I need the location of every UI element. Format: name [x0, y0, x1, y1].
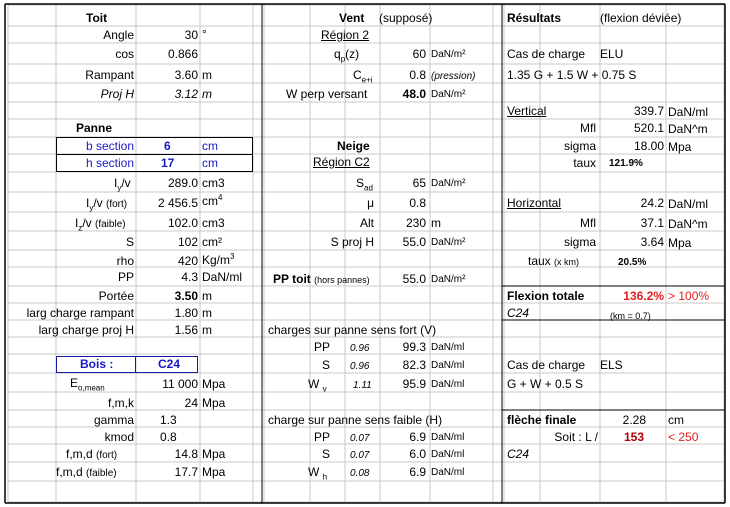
- iyv-fort-value[interactable]: 2 456.5: [157, 196, 198, 210]
- fort-pp-coef: 0.96: [350, 343, 370, 354]
- vent-note: (supposé): [379, 11, 433, 25]
- soit-value[interactable]: 153: [624, 430, 645, 444]
- s-unit: cm²: [202, 235, 222, 249]
- horizontal-taux-label-text: taux: [528, 254, 551, 268]
- resultats-title: Résultats: [507, 11, 562, 25]
- iyv-fort-label: $I_y/v$ (fort): [86, 196, 128, 213]
- bois-value[interactable]: C24: [158, 357, 181, 371]
- iyv-fort-tag: (fort): [106, 199, 128, 210]
- vertical-sigma-value[interactable]: 18.00: [633, 139, 664, 153]
- cas-els-value[interactable]: ELS: [600, 358, 623, 372]
- fmd-faible-label: [56, 465, 117, 481]
- faible-w-coef: 0.08: [350, 468, 370, 479]
- portee-unit: m: [202, 289, 212, 303]
- fmk-label: f,m,k: [108, 396, 134, 410]
- toit-title: Toit: [86, 11, 108, 25]
- fmd-faible-label-text: f,m,d: [56, 465, 83, 479]
- iyv-value[interactable]: 289.0: [167, 176, 198, 190]
- fort-w-label-text: W: [308, 377, 320, 391]
- kmod-value[interactable]: 0.8: [160, 430, 177, 444]
- charges-faible-title: charge sur panne sens faible (H): [268, 413, 443, 427]
- fort-w-unit: DaN/ml: [431, 379, 465, 390]
- larg-proj-unit: m: [202, 323, 212, 337]
- horizontal-unit: DaN/ml: [668, 197, 709, 211]
- fort-s-value[interactable]: 82.3: [402, 358, 426, 372]
- ce-value[interactable]: 0.8: [409, 68, 426, 82]
- b-section-label: b section: [85, 139, 134, 153]
- sproj-unit: DaN/m²: [431, 237, 466, 248]
- faible-pp-coef: 0.07: [350, 433, 370, 444]
- combo-elu: 1.35 G + 1.5 W + 0.75 S: [507, 68, 637, 82]
- cas-elu-value[interactable]: ELU: [600, 47, 624, 61]
- iyv-fort-unit-text: cm: [202, 194, 218, 208]
- b-section-unit: cm: [202, 139, 218, 153]
- fort-s-unit: DaN/ml: [431, 360, 465, 371]
- vertical-taux-value[interactable]: 121.9%: [609, 158, 643, 169]
- larg-rampant-label: larg charge rampant: [26, 306, 134, 320]
- flexion-totale-limit: > 100%: [668, 289, 710, 303]
- soit-label: Soit : L /: [554, 430, 598, 444]
- horizontal-taux-value[interactable]: 20.5%: [618, 257, 647, 268]
- iyv-label: $I_y/v$: [114, 176, 131, 193]
- ce-label: $C_{e+i}$: [353, 68, 373, 85]
- faible-w-label-text: W: [308, 465, 320, 479]
- vertical-sigma-label: sigma: [563, 139, 596, 153]
- s-value[interactable]: 102: [177, 235, 198, 249]
- fmd-faible-tag: (faible): [86, 468, 117, 479]
- fort-w-label: [308, 377, 327, 394]
- wperp-value[interactable]: 48.0: [402, 87, 426, 101]
- e-value[interactable]: 11 000: [162, 377, 198, 391]
- c24-label: C24: [507, 306, 530, 320]
- pptoit-unit: DaN/m²: [431, 274, 466, 285]
- fort-w-sub: v: [322, 384, 327, 394]
- sad-unit: DaN/m²: [431, 178, 466, 189]
- fmd-faible-value[interactable]: 17.7: [174, 465, 198, 479]
- fmd-fort-tag: (fort): [96, 450, 118, 461]
- kmod-label: kmod: [104, 430, 134, 444]
- fort-s-label: S: [321, 358, 330, 372]
- projh-label: Proj H: [100, 87, 134, 101]
- section-box-divider: [56, 154, 253, 155]
- horizontal-mfl-label: Mfl: [580, 216, 596, 230]
- faible-w-unit: DaN/ml: [431, 467, 465, 478]
- faible-w-label: [308, 465, 328, 482]
- pp-value[interactable]: 4.3: [181, 270, 198, 284]
- h-section-label: h section: [85, 156, 134, 170]
- qp-label: $q_p(z)$: [334, 47, 360, 64]
- gamma-label: gamma: [93, 413, 134, 427]
- flexion-totale-value[interactable]: 136.2%: [623, 289, 664, 303]
- qp-value[interactable]: 60: [412, 47, 426, 61]
- flexion-totale-label: Flexion totale: [507, 289, 585, 303]
- bois-box-divider: [135, 356, 136, 373]
- horizontal-sigma-unit: Mpa: [668, 236, 692, 250]
- soit-limit: < 250: [668, 430, 699, 444]
- vertical-mfl-value[interactable]: 520.1: [633, 121, 664, 135]
- sad-label: $S_{ad}$: [356, 176, 373, 193]
- rampant-value[interactable]: 3.60: [174, 68, 198, 82]
- charges-fort-title: charges sur panne sens fort (V): [268, 323, 437, 337]
- fort-pp-unit: DaN/ml: [431, 342, 465, 353]
- angle-value[interactable]: 30: [184, 28, 198, 42]
- fmd-fort-value[interactable]: 14.8: [174, 447, 198, 461]
- fleche-finale-unit: cm: [668, 413, 684, 427]
- rampant-label: Rampant: [85, 68, 134, 82]
- pptoit-label: [273, 272, 370, 287]
- fort-w-coef: 1.11: [353, 380, 372, 391]
- faible-s-coef: 0.07: [350, 450, 370, 461]
- horizontal-mfl-value[interactable]: 37.1: [640, 216, 664, 230]
- pp-unit: DaN/ml: [202, 270, 243, 284]
- s-label: S: [125, 235, 134, 249]
- h-section-unit: cm: [202, 156, 218, 170]
- fmk-unit: Mpa: [202, 396, 226, 410]
- angle-unit: °: [202, 27, 207, 41]
- e-label: [70, 376, 105, 393]
- faible-pp-value[interactable]: 6.9: [409, 430, 426, 444]
- fort-w-value[interactable]: 95.9: [402, 377, 426, 391]
- bois-label: Bois :: [80, 357, 114, 371]
- larg-proj-value[interactable]: 1.56: [174, 323, 198, 337]
- larg-rampant-unit: m: [202, 306, 212, 320]
- iyv-unit: cm3: [202, 176, 225, 190]
- e-label-sub: o,mean: [78, 383, 105, 393]
- cas-elu-label: Cas de charge: [507, 47, 586, 61]
- fort-pp-label: PP: [313, 340, 330, 354]
- izv-unit: cm3: [202, 216, 225, 230]
- neige-region: Région C2: [313, 155, 370, 169]
- vertical-mfl-unit: DaN^m: [668, 122, 708, 136]
- pptoit-value[interactable]: 55.0: [402, 272, 426, 286]
- portee-label: Portée: [98, 289, 134, 303]
- alt-value[interactable]: 230: [405, 216, 426, 230]
- km-note: (km = 0.7): [610, 311, 651, 321]
- vertical-taux-label: taux: [573, 156, 596, 170]
- larg-proj-label: larg charge proj H: [38, 323, 134, 337]
- alt-unit: m: [431, 216, 441, 230]
- e-label-text: E: [70, 376, 79, 390]
- fort-s-coef: 0.96: [350, 361, 370, 372]
- qp-unit: DaN/m²: [431, 49, 466, 60]
- mu-value[interactable]: 0.8: [409, 196, 426, 210]
- larg-rampant-value[interactable]: 1.80: [174, 306, 198, 320]
- faible-pp-label: PP: [313, 430, 330, 444]
- horizontal-sigma-label: sigma: [563, 235, 596, 249]
- sproj-label: S proj H: [330, 235, 374, 249]
- combo-els: G + W + 0.5 S: [507, 377, 584, 391]
- fmk-value[interactable]: 24: [184, 396, 198, 410]
- fmd-fort-unit: Mpa: [202, 447, 226, 461]
- c24-bottom-label: C24: [507, 447, 530, 461]
- faible-w-value[interactable]: 6.9: [409, 465, 426, 479]
- alt-label: Alt: [359, 216, 374, 230]
- cos-label: cos: [115, 47, 134, 61]
- portee-value[interactable]: 3.50: [174, 289, 198, 303]
- b-section-value[interactable]: 6: [164, 139, 171, 153]
- pptoit-label-text: PP toit: [273, 272, 311, 286]
- izv-tag: (faible): [95, 219, 126, 230]
- wperp-unit: DaN/m²: [431, 89, 466, 100]
- fleche-finale-value[interactable]: 2.28: [622, 413, 646, 427]
- rho-label: rho: [116, 254, 134, 268]
- izv-value[interactable]: 102.0: [167, 216, 198, 230]
- e-unit: Mpa: [202, 377, 226, 391]
- rho-unit: $Kg/m^3$: [202, 252, 235, 267]
- horizontal-sigma-value[interactable]: 3.64: [640, 235, 664, 249]
- horizontal-taux-note: (x km): [554, 257, 580, 267]
- horizontal-value[interactable]: 24.2: [640, 196, 664, 210]
- ce-note: (pression): [431, 71, 476, 82]
- fort-pp-value[interactable]: 99.3: [402, 340, 426, 354]
- horizontal-taux-label: [528, 254, 579, 269]
- panne-title: Panne: [76, 121, 113, 135]
- cos-value[interactable]: 0.866: [167, 47, 198, 61]
- fmd-fort-label: [66, 447, 117, 463]
- faible-pp-unit: DaN/ml: [431, 432, 465, 443]
- rampant-unit: m: [202, 68, 212, 82]
- vertical-mfl-label: Mfl: [580, 121, 596, 135]
- vertical-unit: DaN/ml: [668, 105, 709, 119]
- izv-label: $I_z/v$ (faible): [75, 216, 126, 233]
- vertical-title: Vertical: [507, 104, 547, 118]
- pp-label: PP: [117, 270, 134, 284]
- vent-region: Région 2: [321, 28, 370, 42]
- faible-s-label: S: [321, 447, 330, 461]
- rho-unit-text: Kg/m: [202, 253, 231, 267]
- resultats-note: (flexion déviée): [600, 11, 682, 25]
- wperp-label: W perp versant: [286, 87, 368, 101]
- gamma-value[interactable]: 1.3: [160, 413, 177, 427]
- faible-s-unit: DaN/ml: [431, 449, 465, 460]
- pptoit-note: (hors pannes): [314, 275, 370, 285]
- fmd-fort-label-text: f,m,d: [66, 447, 93, 461]
- projh-unit: m: [202, 87, 212, 101]
- mu-label: μ: [367, 196, 374, 210]
- horizontal-title: Horizontal: [507, 196, 562, 210]
- cas-els-label: Cas de charge: [507, 358, 586, 372]
- projh-value[interactable]: 3.12: [174, 87, 198, 101]
- fleche-finale-label: flèche finale: [507, 413, 577, 427]
- sproj-value[interactable]: 55.0: [402, 235, 426, 249]
- vent-title: Vent: [339, 11, 365, 25]
- vertical-value[interactable]: 339.7: [633, 104, 664, 118]
- neige-title: Neige: [337, 139, 370, 153]
- faible-w-sub: h: [322, 472, 328, 482]
- iyv-fort-unit: $cm^4$: [202, 193, 223, 208]
- sad-value[interactable]: 65: [412, 176, 426, 190]
- horizontal-mfl-unit: DaN^m: [668, 217, 708, 231]
- vertical-sigma-unit: Mpa: [668, 140, 692, 154]
- faible-s-value[interactable]: 6.0: [409, 447, 426, 461]
- h-section-value[interactable]: 17: [161, 156, 175, 170]
- fmd-faible-unit: Mpa: [202, 465, 226, 479]
- rho-value[interactable]: 420: [177, 254, 198, 268]
- angle-label: Angle: [103, 28, 134, 42]
